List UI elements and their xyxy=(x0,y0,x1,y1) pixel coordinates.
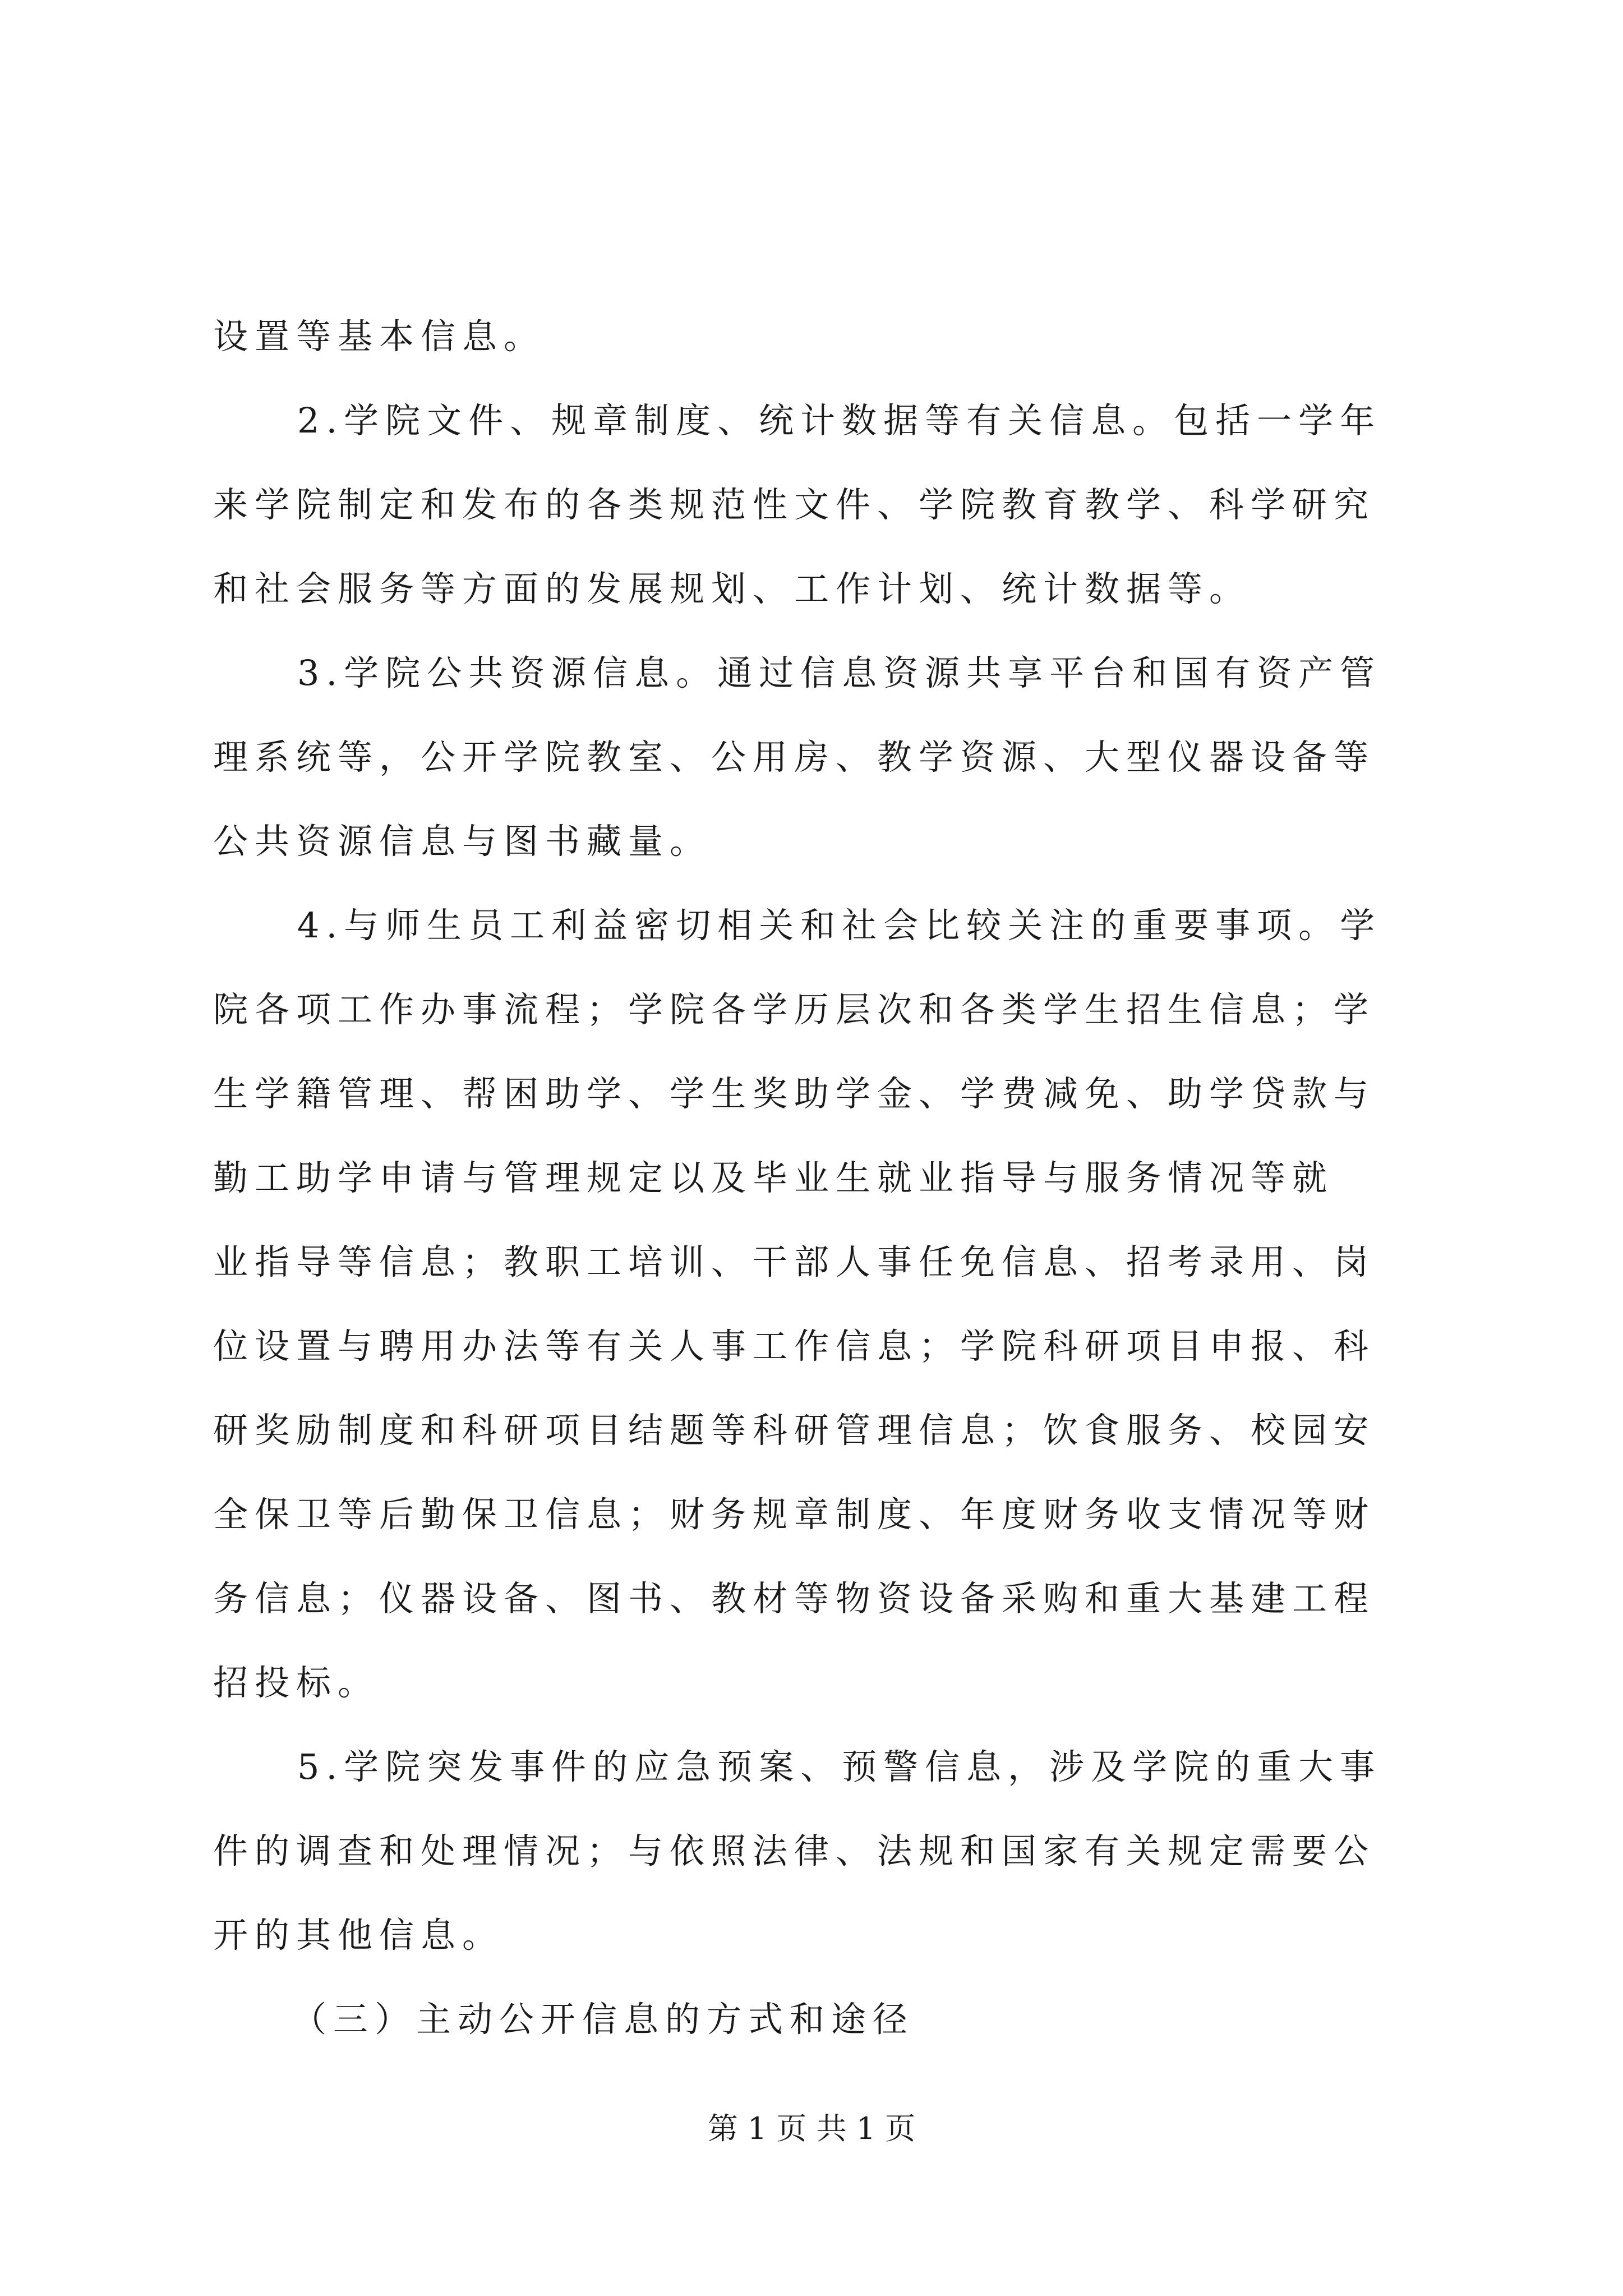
text-line-20: 开的其他信息。 xyxy=(213,1915,504,1955)
text-line-18: 5.学院突发事件的应急预案、预警信息，涉及学院的重大事 xyxy=(297,1746,1382,1787)
text-line-11: 勤工助学申请与管理规定以及毕业生就业指导与服务情况等就 xyxy=(213,1157,1334,1198)
page-footer: 第 1 页 共 1 页 xyxy=(707,2111,916,2146)
text-line-1: 设置等基本信息。 xyxy=(213,316,546,357)
text-line-16: 务信息；仪器设备、图书、教材等物资设备采购和重大基建工程 xyxy=(213,1578,1376,1619)
text-line-19: 件的调查和处理情况；与依照法律、法规和国家有关规定需要公 xyxy=(213,1830,1376,1871)
text-line-6: 理系统等，公开学院教室、公用房、教学资源、大型仪器设备等 xyxy=(213,737,1376,777)
text-line-17: 招投标。 xyxy=(213,1662,380,1703)
text-line-15: 全保卫等后勤保卫信息；财务规章制度、年度财务收支情况等财 xyxy=(213,1494,1376,1535)
text-line-7: 公共资源信息与图书藏量。 xyxy=(213,821,712,862)
text-line-5: 3.学院公共资源信息。通过信息资源共享平台和国有资产管 xyxy=(297,652,1382,693)
text-line-4: 和社会服务等方面的发展规划、工作计划、统计数据等。 xyxy=(213,568,1251,609)
section-heading: （三）主动公开信息的方式和途径 xyxy=(292,1999,915,2040)
text-line-8: 4.与师生员工利益密切相关和社会比较关注的重要事项。学 xyxy=(297,905,1382,946)
text-line-12: 业指导等信息；教职工培训、干部人事任免信息、招考录用、岗 xyxy=(213,1241,1376,1282)
text-line-13: 位设置与聘用办法等有关人事工作信息；学院科研项目申报、科 xyxy=(213,1326,1376,1366)
text-line-2: 2.学院文件、规章制度、统计数据等有关信息。包括一学年 xyxy=(297,400,1382,441)
text-line-14: 研奖励制度和科研项目结题等科研管理信息；饮食服务、校园安 xyxy=(213,1410,1376,1451)
text-line-3: 来学院制定和发布的各类规范性文件、学院教育教学、科学研究 xyxy=(213,484,1376,525)
text-line-9: 院各项工作办事流程；学院各学历层次和各类学生招生信息；学 xyxy=(213,989,1376,1030)
text-line-10: 生学籍管理、帮困助学、学生奖助学金、学费减免、助学贷款与 xyxy=(213,1073,1376,1114)
